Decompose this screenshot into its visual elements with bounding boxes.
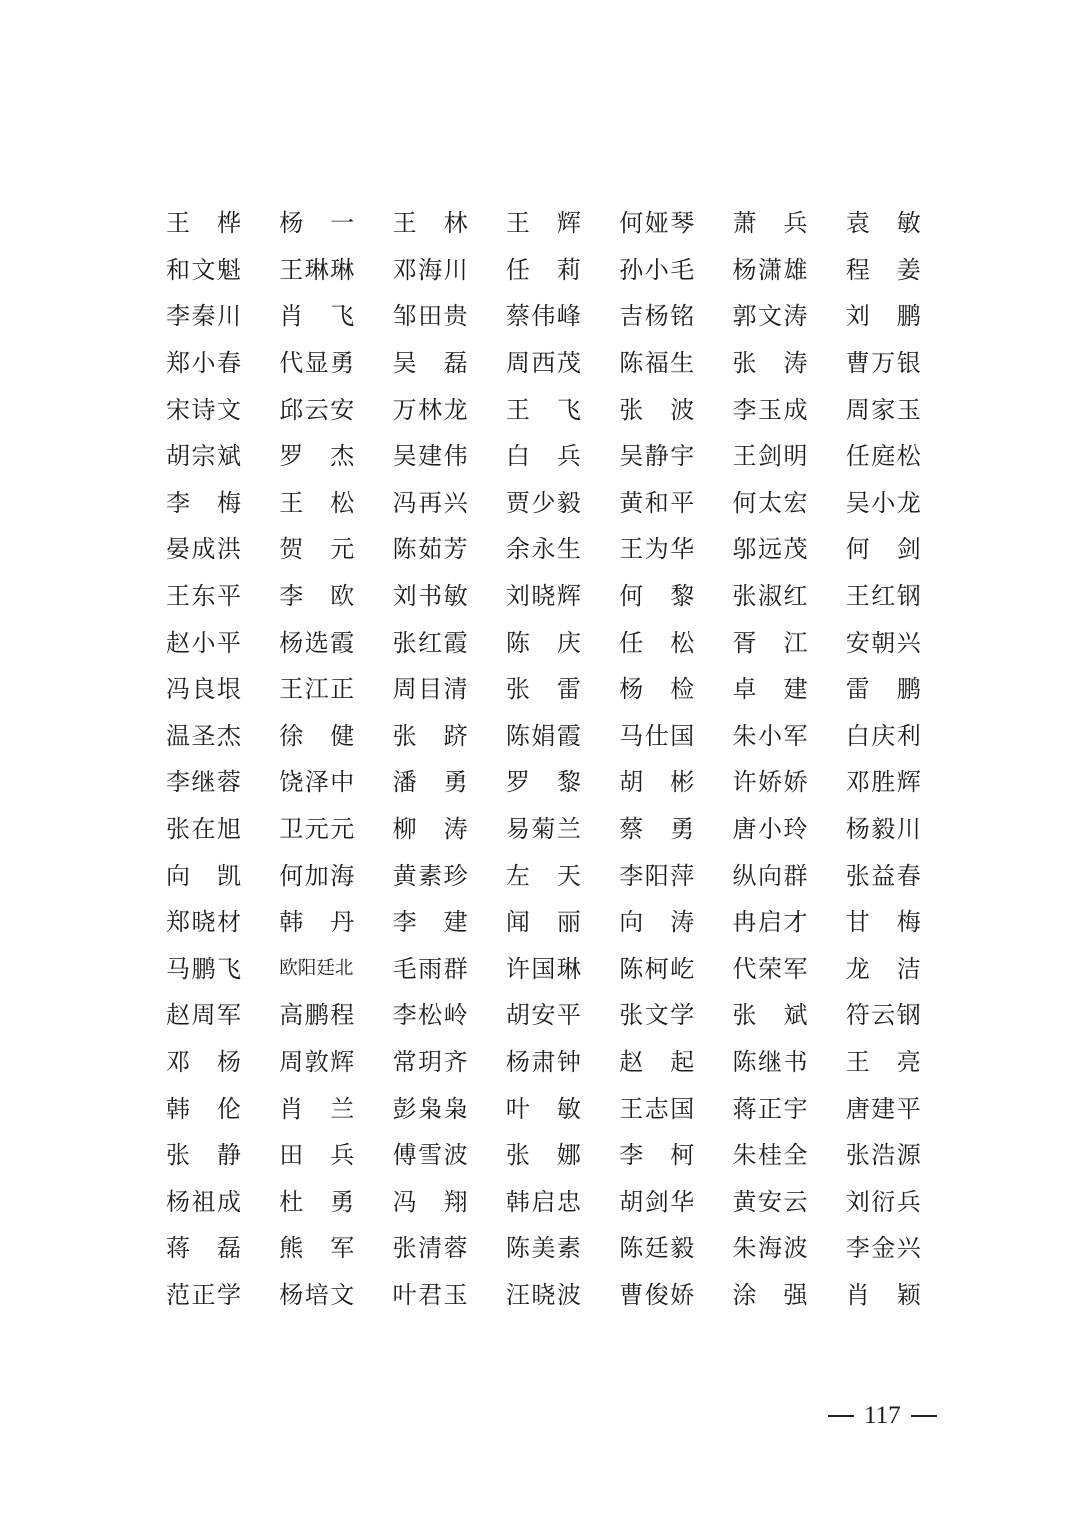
- name-cell: 王 红 钢: [845, 582, 921, 611]
- name-cell: 向 涛: [619, 908, 695, 937]
- name-cell: 张 跻: [392, 721, 468, 750]
- name-row: [166, 1225, 926, 1272]
- name-cell: 郭 文 涛: [732, 302, 808, 331]
- name-cell: 孙 小 毛: [619, 255, 695, 284]
- name-cell: 王 琳 琳: [279, 255, 355, 284]
- name-cell: 彭 枭 枭: [392, 1094, 468, 1123]
- name-cell: 向 凯: [166, 861, 241, 890]
- name-cell: 马 仕 国: [619, 721, 695, 750]
- name-cell: 何 太 宏: [732, 488, 808, 517]
- name-cell: 李 梅: [166, 488, 241, 517]
- name-cell: 王 亮: [845, 1047, 921, 1076]
- name-cell: 邓 海 川: [392, 255, 468, 284]
- name-cell: 冯 翔: [392, 1187, 468, 1216]
- name-cell: 蒋 磊: [166, 1234, 241, 1263]
- name-cell: 叶 君 玉: [392, 1280, 468, 1309]
- name-cell: 郑 晓 材: [166, 908, 241, 937]
- name-cell: 刘 书 敏: [392, 582, 468, 611]
- name-cell: 朱 桂 全: [732, 1141, 808, 1170]
- name-cell: 李 阳 萍: [619, 861, 695, 890]
- name-cell: 毛 雨 群: [392, 954, 468, 983]
- name-cell: 马 鹏 飞: [166, 954, 241, 983]
- name-cell: 柳 涛: [392, 815, 468, 844]
- name-cell: 李 玉 成: [732, 395, 808, 424]
- name-cell: 张 清 蓉: [392, 1234, 468, 1263]
- name-cell: 李 建: [392, 908, 468, 937]
- name-cell: 黄 素 珍: [392, 861, 468, 890]
- name-row: [166, 340, 926, 387]
- name-cell: 贺 元: [279, 535, 355, 564]
- name-cell: 胡 剑 华: [619, 1187, 695, 1216]
- name-cell: 邬 远 茂: [732, 535, 808, 564]
- name-cell: 张 雷: [505, 675, 581, 704]
- name-cell: 罗 杰: [279, 442, 355, 471]
- name-row: [166, 247, 926, 294]
- name-cell: 张 斌: [732, 1001, 808, 1030]
- name-cell: 卓 建: [732, 675, 808, 704]
- name-cell: 张 红 霞: [392, 628, 468, 657]
- name-cell: 吴 静 宇: [619, 442, 695, 471]
- name-cell: 朱 海 波: [732, 1234, 808, 1263]
- name-cell: 郑 小 春: [166, 349, 241, 378]
- name-list-grid: [166, 200, 926, 1318]
- name-cell: 罗 黎: [505, 768, 581, 797]
- name-cell: 李 欧: [279, 582, 355, 611]
- name-cell: 王 东 平: [166, 582, 241, 611]
- name-row: [166, 1272, 926, 1319]
- name-row: [166, 480, 926, 527]
- name-cell: 许 国 琳: [505, 954, 581, 983]
- name-cell: 甘 梅: [845, 908, 921, 937]
- name-cell: 卫 元 元: [279, 815, 355, 844]
- name-cell: 曹 俊 娇: [619, 1280, 695, 1309]
- name-cell: 唐 建 平: [845, 1094, 921, 1123]
- name-cell: 许 娇 娇: [732, 768, 808, 797]
- name-cell: 肖 颖: [845, 1280, 921, 1309]
- name-cell: 代 显 勇: [279, 349, 355, 378]
- name-cell: 何 黎: [619, 582, 695, 611]
- name-cell: 陈 茹 芳: [392, 535, 468, 564]
- name-cell: 李 柯: [619, 1141, 695, 1170]
- name-cell: 王 桦: [166, 209, 241, 238]
- name-row: [166, 946, 926, 993]
- name-cell: 任 莉: [505, 255, 581, 284]
- name-cell: 程 姜: [845, 255, 921, 284]
- name-cell: 刘 晓 辉: [505, 582, 581, 611]
- name-cell: 刘 鹏: [845, 302, 921, 331]
- name-row: [166, 619, 926, 666]
- name-cell: 傅 雪 波: [392, 1141, 468, 1170]
- name-cell: 杨 一: [279, 209, 355, 238]
- name-cell: 张 益 春: [845, 861, 921, 890]
- name-cell: 冉 启 才: [732, 908, 808, 937]
- name-cell: 杨 检: [619, 675, 695, 704]
- name-cell: 蒋 正 宇: [732, 1094, 808, 1123]
- name-cell: 何 加 海: [279, 861, 355, 890]
- name-cell: 万 林 龙: [392, 395, 468, 424]
- footer-dash-left: [828, 1415, 854, 1417]
- name-cell: 白 庆 利: [845, 721, 921, 750]
- name-cell: 胡 安 平: [505, 1001, 581, 1030]
- name-cell: 欧 阳 廷 北: [279, 957, 354, 979]
- name-cell: 胡 宗 斌: [166, 442, 241, 471]
- name-cell: 邓 杨: [166, 1047, 241, 1076]
- name-cell: 杨 肃 钟: [505, 1047, 581, 1076]
- name-cell: 冯 再 兴: [392, 488, 468, 517]
- name-cell: 任 松: [619, 628, 695, 657]
- name-row: [166, 759, 926, 806]
- name-cell: 赵 小 平: [166, 628, 241, 657]
- name-cell: 李 松 岭: [392, 1001, 468, 1030]
- name-cell: 任 庭 松: [845, 442, 921, 471]
- name-cell: 何 娅 琴: [619, 209, 695, 238]
- name-cell: 王 辉: [505, 209, 581, 238]
- name-cell: 王 飞: [505, 395, 581, 424]
- name-cell: 李 金 兴: [845, 1234, 921, 1263]
- name-cell: 叶 敏: [505, 1094, 581, 1123]
- name-cell: 贾 少 毅: [505, 488, 581, 517]
- name-row: [166, 1039, 926, 1086]
- name-cell: 王 林: [392, 209, 468, 238]
- name-cell: 杨 选 霞: [279, 628, 355, 657]
- name-cell: 陈 福 生: [619, 349, 695, 378]
- name-cell: 易 菊 兰: [505, 815, 581, 844]
- name-cell: 和 文 魁: [166, 255, 241, 284]
- name-cell: 王 江 正: [279, 675, 355, 704]
- name-cell: 袁 敏: [845, 209, 921, 238]
- name-cell: 张 波: [619, 395, 695, 424]
- name-cell: 范 正 学: [166, 1280, 241, 1309]
- name-cell: 周 敦 辉: [279, 1047, 355, 1076]
- name-cell: 高 鹏 程: [279, 1001, 355, 1030]
- name-cell: 符 云 钢: [845, 1001, 921, 1030]
- name-cell: 邓 胜 辉: [845, 768, 921, 797]
- name-row: [166, 713, 926, 760]
- name-row: [166, 1132, 926, 1179]
- name-cell: 唐 小 玲: [732, 815, 808, 844]
- name-row: [166, 1085, 926, 1132]
- name-cell: 闻 丽: [505, 908, 581, 937]
- name-row: [166, 573, 926, 620]
- name-cell: 徐 健: [279, 721, 355, 750]
- name-cell: 汪 晓 波: [505, 1280, 581, 1309]
- name-row: [166, 293, 926, 340]
- name-cell: 陈 继 书: [732, 1047, 808, 1076]
- name-cell: 代 荣 军: [732, 954, 808, 983]
- name-row: [166, 899, 926, 946]
- name-cell: 杨 培 文: [279, 1280, 355, 1309]
- name-cell: 纵 向 群: [732, 861, 808, 890]
- name-cell: 吴 建 伟: [392, 442, 468, 471]
- name-cell: 朱 小 军: [732, 721, 808, 750]
- name-cell: 吴 小 龙: [845, 488, 921, 517]
- page-footer: [828, 1402, 937, 1430]
- name-cell: 张 浩 源: [845, 1141, 921, 1170]
- name-cell: 吉 杨 铭: [619, 302, 695, 331]
- name-cell: 邹 田 贵: [392, 302, 468, 331]
- name-cell: 蔡 伟 峰: [505, 302, 581, 331]
- name-cell: 蔡 勇: [619, 815, 695, 844]
- name-cell: 韩 启 忠: [505, 1187, 581, 1216]
- name-cell: 张 静: [166, 1141, 241, 1170]
- page-number: 117: [864, 1402, 901, 1429]
- name-cell: 陈 娟 霞: [505, 721, 581, 750]
- name-cell: 温 圣 杰: [166, 721, 241, 750]
- name-cell: 王 志 国: [619, 1094, 695, 1123]
- name-row: [166, 1178, 926, 1225]
- name-cell: 张 娜: [505, 1141, 581, 1170]
- name-cell: 萧 兵: [732, 209, 808, 238]
- name-cell: 潘 勇: [392, 768, 468, 797]
- name-cell: 陈 柯 屹: [619, 954, 695, 983]
- name-cell: 刘 衍 兵: [845, 1187, 921, 1216]
- name-cell: 张 涛: [732, 349, 808, 378]
- name-cell: 肖 飞: [279, 302, 355, 331]
- name-cell: 杨 毅 川: [845, 815, 921, 844]
- name-cell: 胥 江: [732, 628, 808, 657]
- name-cell: 周 目 清: [392, 675, 468, 704]
- name-cell: 李 继 蓉: [166, 768, 241, 797]
- name-cell: 吴 磊: [392, 349, 468, 378]
- name-cell: 邱 云 安: [279, 395, 355, 424]
- name-cell: 杨 祖 成: [166, 1187, 241, 1216]
- name-cell: 熊 军: [279, 1234, 355, 1263]
- name-cell: 韩 丹: [279, 908, 355, 937]
- name-cell: 饶 泽 中: [279, 768, 355, 797]
- name-cell: 陈 美 素: [505, 1234, 581, 1263]
- name-cell: 左 天: [505, 861, 581, 890]
- name-row: [166, 806, 926, 853]
- name-row: [166, 666, 926, 713]
- name-cell: 韩 伦: [166, 1094, 241, 1123]
- name-cell: 曹 万 银: [845, 349, 921, 378]
- name-cell: 黄 安 云: [732, 1187, 808, 1216]
- name-cell: 王 为 华: [619, 535, 695, 564]
- name-cell: 杜 勇: [279, 1187, 355, 1216]
- name-cell: 冯 良 垠: [166, 675, 241, 704]
- name-cell: 王 松: [279, 488, 355, 517]
- footer-dash-right: [911, 1415, 937, 1417]
- name-cell: 白 兵: [505, 442, 581, 471]
- name-cell: 涂 强: [732, 1280, 808, 1309]
- name-cell: 宋 诗 文: [166, 395, 241, 424]
- name-cell: 周 家 玉: [845, 395, 921, 424]
- name-cell: 肖 兰: [279, 1094, 355, 1123]
- name-row: [166, 386, 926, 433]
- name-cell: 赵 起: [619, 1047, 695, 1076]
- name-row: [166, 433, 926, 480]
- name-row: [166, 852, 926, 899]
- name-cell: 陈 庆: [505, 628, 581, 657]
- name-cell: 张 文 学: [619, 1001, 695, 1030]
- name-cell: 王 剑 明: [732, 442, 808, 471]
- name-cell: 张 在 旭: [166, 815, 241, 844]
- name-cell: 胡 彬: [619, 768, 695, 797]
- name-cell: 余 永 生: [505, 535, 581, 564]
- name-cell: 安 朝 兴: [845, 628, 921, 657]
- name-row: [166, 992, 926, 1039]
- name-cell: 田 兵: [279, 1141, 355, 1170]
- name-cell: 张 淑 红: [732, 582, 808, 611]
- name-cell: 李 秦 川: [166, 302, 241, 331]
- name-cell: 陈 廷 毅: [619, 1234, 695, 1263]
- name-cell: 雷 鹏: [845, 675, 921, 704]
- name-cell: 晏 成 洪: [166, 535, 241, 564]
- name-row: [166, 526, 926, 573]
- name-cell: 常 玥 齐: [392, 1047, 468, 1076]
- name-row: [166, 200, 926, 247]
- name-cell: 黄 和 平: [619, 488, 695, 517]
- name-cell: 何 剑: [845, 535, 921, 564]
- name-cell: 杨 潇 雄: [732, 255, 808, 284]
- name-cell: 龙 洁: [845, 954, 921, 983]
- name-cell: 赵 周 军: [166, 1001, 241, 1030]
- name-cell: 周 西 茂: [505, 349, 581, 378]
